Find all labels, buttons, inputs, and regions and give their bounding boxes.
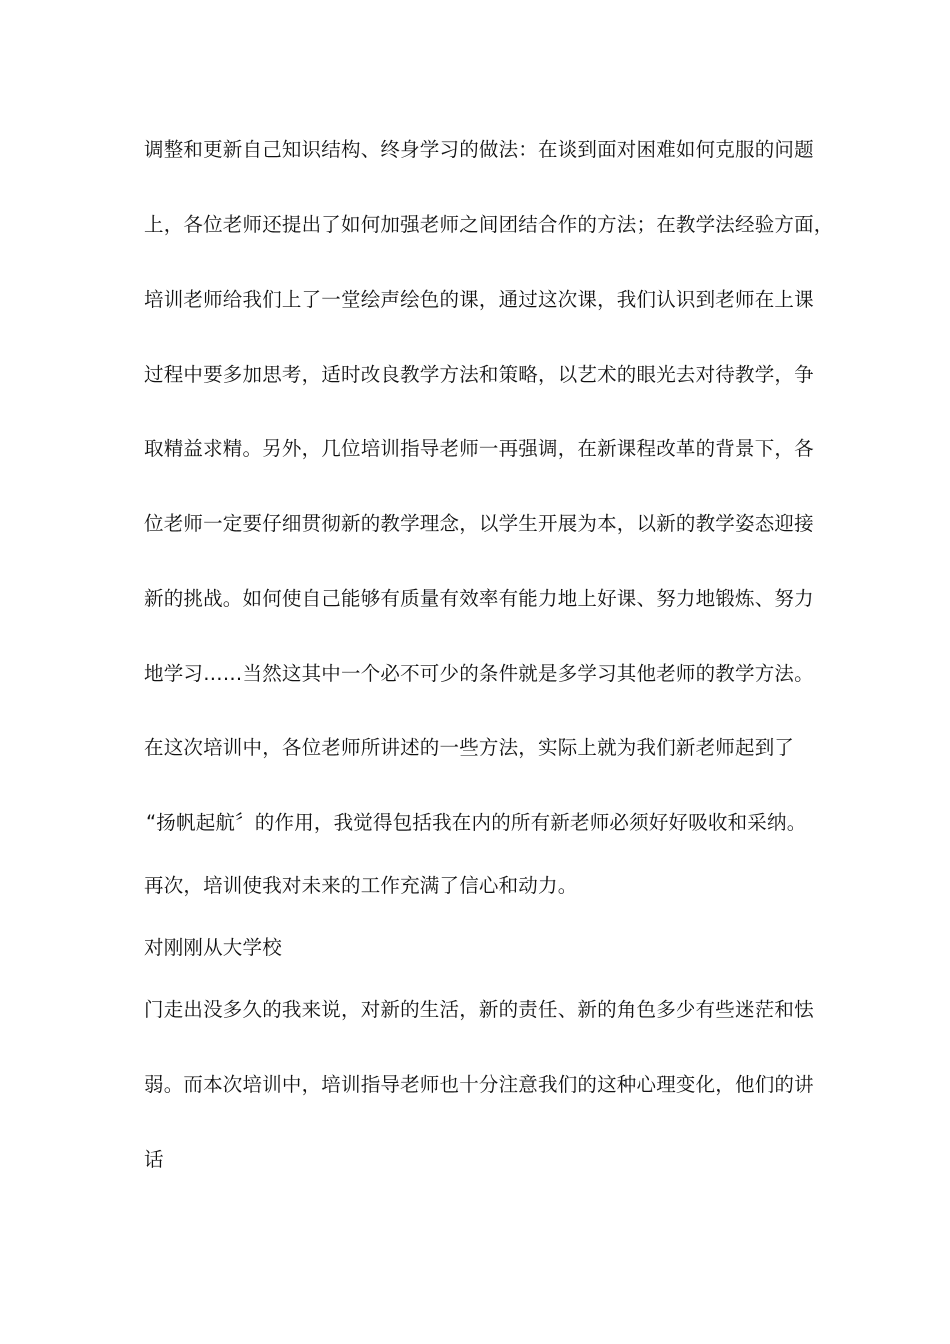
paragraph-line: 上，各位老师还提出了如何加强老师之间团结合作的方法；在教学法经验方面，: [144, 213, 834, 236]
paragraph-line: 门走出没多久的我来说，对新的生活，新的责任、新的角色多少有些迷茫和怯: [144, 998, 814, 1021]
paragraph-line: 地学习……当然这其中一个必不可少的条件就是多学习其他老师的教学方法。: [144, 662, 814, 685]
paragraph-line: 新的挑战。如何使自己能够有质量有效率有能力地上好课、努力地锻炼、努力: [144, 587, 814, 610]
paragraph-line: “扬帆起航〞的作用，我觉得包括我在内的所有新老师必须好好吸收和采纳。: [146, 811, 807, 834]
paragraph-line: 取精益求精。另外，几位培训指导老师一再强调，在新课程改革的背景下，各: [144, 437, 814, 460]
paragraph-line: 在这次培训中，各位老师所讲述的一些方法，实际上就为我们新老师起到了: [144, 736, 795, 759]
paragraph-line: 对刚刚从大学校: [144, 936, 282, 959]
paragraph-line: 培训老师给我们上了一堂绘声绘色的课，通过这次课，我们认识到老师在上课: [144, 288, 814, 311]
paragraph-line: 弱。而本次培训中，培训指导老师也十分注意我们的这种心理变化，他们的讲: [144, 1073, 814, 1096]
paragraph-line: 再次，培训使我对未来的工作充满了信心和动力。: [144, 874, 578, 897]
paragraph-line: 过程中要多加思考，适时改良教学方法和策略，以艺术的眼光去对待教学，争: [144, 363, 814, 386]
paragraph-line: 话: [144, 1148, 164, 1171]
paragraph-line: 位老师一定要仔细贯彻新的教学理念，以学生开展为本，以新的教学姿态迎接: [144, 512, 814, 535]
paragraph-line: 调整和更新自己知识结构、终身学习的做法：在谈到面对困难如何克服的问题: [144, 138, 814, 161]
